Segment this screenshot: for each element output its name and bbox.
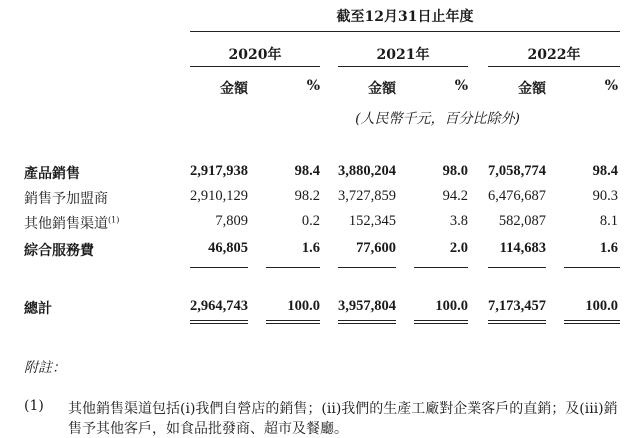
note-text-line2: 售予其他客戶，如食品批發商、超市及餐廳。 [68, 421, 348, 437]
note-text-line1: 其他銷售渠道包括(i)我們自營店的銷售；(ii)我們的生產工廠對企業客戶的直銷；及(iii)銷 [68, 401, 618, 417]
period-title: 截至12月31日止年度 [336, 9, 474, 25]
subtotal-rule [564, 267, 620, 268]
percent-header-2022: % [604, 78, 618, 94]
row-label-total: 總計 [24, 301, 52, 317]
percent-header-2021: % [454, 78, 468, 94]
total-double-rule [564, 320, 620, 324]
total-2020-amount: 2,964,743 [190, 298, 248, 314]
cell-2021-amount: 3,880,204 [338, 163, 396, 179]
percent-header-2020: % [306, 78, 320, 94]
row-label-other-channels [24, 213, 119, 233]
subtotal-rule [488, 267, 546, 268]
year-2022-header: 2022年 [527, 47, 581, 63]
amount-header-2022: 金額 [518, 81, 546, 97]
cell-2020-percent: 98.2 [294, 188, 320, 204]
amount-header-2020: 金額 [220, 81, 248, 97]
total-double-rule [488, 320, 546, 324]
subtotal-rule [338, 267, 396, 268]
cell-2022-percent: 8.1 [599, 213, 618, 229]
cell-2022-percent: 1.6 [599, 240, 618, 256]
subtotal-rule [190, 267, 248, 268]
cell-2021-amount: 3,727,859 [338, 188, 396, 204]
total-2020-percent: 100.0 [287, 298, 320, 314]
unit-note: (人民幣千元，百分比除外) [355, 111, 520, 127]
cell-2020-percent: 98.4 [294, 163, 320, 179]
cell-2020-percent: 0.2 [301, 213, 320, 229]
cell-2020-percent: 1.6 [301, 240, 320, 256]
total-double-rule [190, 320, 248, 324]
cell-2021-percent: 94.2 [442, 188, 468, 204]
year-2021-header: 2021年 [376, 47, 430, 63]
row-label-franchisee-sales: 銷售予加盟商 [24, 191, 108, 207]
cell-2020-amount: 7,809 [215, 213, 248, 229]
year-2022-rule [488, 66, 620, 67]
subtotal-rule [266, 267, 320, 268]
notes-heading: 附註： [24, 360, 66, 376]
row-label-service-fees: 綜合服務費 [24, 243, 94, 259]
cell-2022-percent: 90.3 [592, 188, 618, 204]
cell-2021-amount: 77,600 [356, 240, 396, 256]
year-2020-header: 2020年 [228, 47, 282, 63]
row-label-text: 其他銷售渠道 [24, 216, 108, 232]
total-2021-percent: 100.0 [435, 298, 468, 314]
total-2022-amount: 7,173,457 [488, 298, 546, 314]
total-2022-percent: 100.0 [585, 298, 618, 314]
cell-2022-amount: 582,087 [498, 213, 546, 229]
cell-2022-amount: 6,476,687 [488, 188, 546, 204]
row-label-product-sales: 產品銷售 [24, 166, 80, 182]
total-double-rule [414, 320, 468, 324]
header-rule [190, 31, 620, 32]
cell-2020-amount: 2,910,129 [190, 188, 248, 204]
note-marker: (1) [24, 398, 44, 414]
cell-2022-amount: 114,683 [499, 240, 546, 256]
year-2021-rule [338, 66, 468, 67]
cell-2021-percent: 3.8 [449, 213, 468, 229]
cell-2022-amount: 7,058,774 [488, 163, 546, 179]
total-double-rule [338, 320, 396, 324]
footnote-ref: (1) [108, 215, 120, 225]
total-double-rule [266, 320, 320, 324]
year-2020-rule [190, 66, 320, 67]
total-2021-amount: 3,957,804 [338, 298, 396, 314]
cell-2021-percent: 98.0 [442, 163, 468, 179]
cell-2022-percent: 98.4 [592, 163, 618, 179]
cell-2020-amount: 46,805 [208, 240, 248, 256]
cell-2021-percent: 2.0 [449, 240, 468, 256]
subtotal-rule [414, 267, 468, 268]
amount-header-2021: 金額 [368, 81, 396, 97]
cell-2020-amount: 2,917,938 [190, 163, 248, 179]
cell-2021-amount: 152,345 [348, 213, 396, 229]
